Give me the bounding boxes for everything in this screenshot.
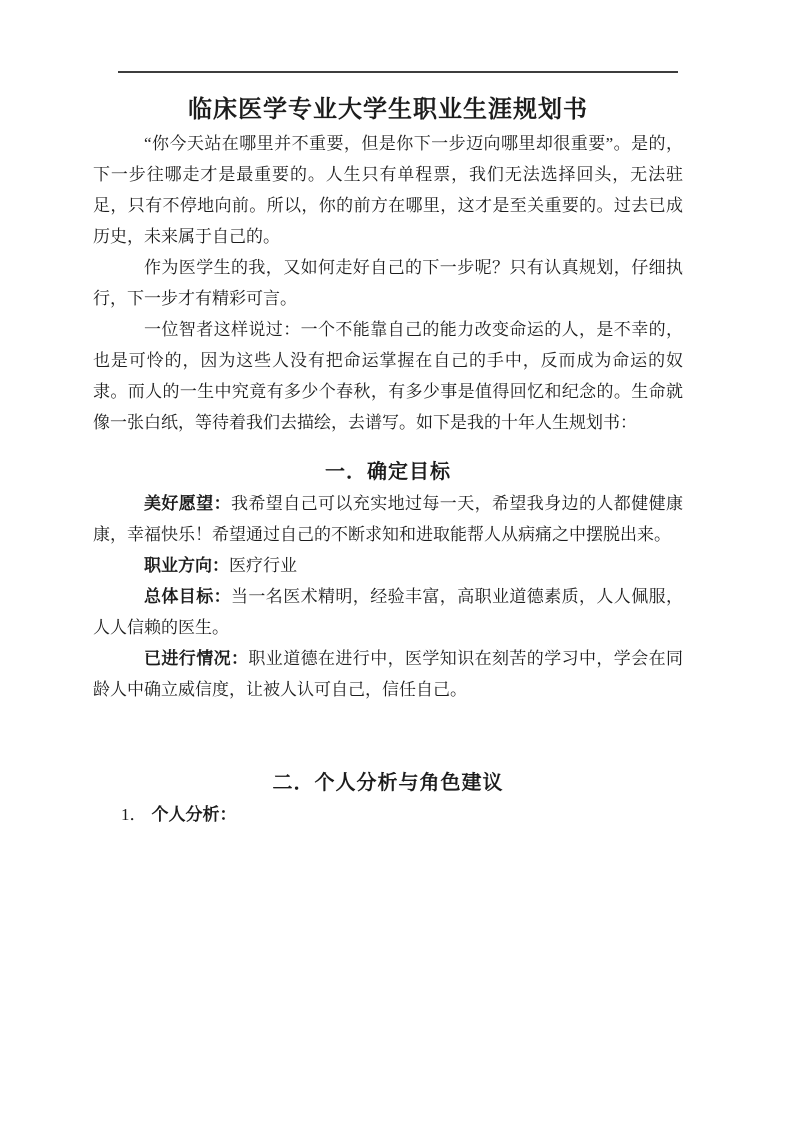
intro-paragraph-2: 作为医学生的我，又如何走好自己的下一步呢？只有认真规划，仔细执行，下一步才有精彩可言。 xyxy=(93,258,683,308)
goal-item-direction xyxy=(93,550,683,581)
sub-item-label: 个人分析： xyxy=(151,805,237,824)
goal-item-progress-label: 已进行情况： xyxy=(144,649,249,668)
goal-item-direction-text: 医疗行业 xyxy=(229,556,297,575)
document-title: 临床医学专业大学生职业生涯规划书 xyxy=(188,97,588,123)
section-heading-goals: 一．确定目标 xyxy=(325,461,451,483)
goal-item-direction-label: 职业方向： xyxy=(144,556,229,575)
goal-item-wish xyxy=(93,488,683,550)
goal-item-wish-label: 美好愿望： xyxy=(144,494,231,513)
goal-item-overall xyxy=(93,581,683,643)
intro-paragraph-1: “你今天站在哪里并不重要，但是你下一步迈向哪里却很重要”。是的，下一步往哪走才是最重要的。人生只有单程票，我们无法选择回头，无法驻足，只有不停地向前。所以，你的前方在哪里，这才是至关重要的。过去已成历史，未来属于自己的。 xyxy=(93,134,683,246)
goal-item-wish-text: 我希望自己可以充实地过每一天，希望我身边的人都健健康康，幸福快乐！希望通过自己的不断求知和进取能帮人从病痛之中摆脱出来。 xyxy=(93,494,683,544)
section-heading-analysis: 二．个人分析与角色建议 xyxy=(272,772,504,794)
goal-item-overall-text: 当一名医术精明，经验丰富，高职业道德素质，人人佩服，人人信赖的医生。 xyxy=(93,587,683,637)
sub-item-personal-analysis xyxy=(93,799,683,830)
sub-item-number: 1． xyxy=(121,805,147,824)
goal-item-overall-label: 总体目标： xyxy=(144,587,231,606)
goal-item-progress xyxy=(93,643,683,705)
intro-paragraph-3: 一位智者这样说过：一个不能靠自己的能力改变命运的人，是不幸的，也是可怜的，因为这些人没有把命运掌握在自己的手中，反而成为命运的奴隶。而人的一生中究竟有多少个春秋，有多少事是值得回忆和纪念的。生命就像一张白纸，等待着我们去描绘，去谱写。如下是我的十年人生规划书： xyxy=(93,320,683,432)
goal-item-progress-text: 职业道德在进行中，医学知识在刻苦的学习中，学会在同龄人中确立威信度，让被人认可自己，信任自己。 xyxy=(93,649,684,699)
header-rule xyxy=(118,71,678,73)
